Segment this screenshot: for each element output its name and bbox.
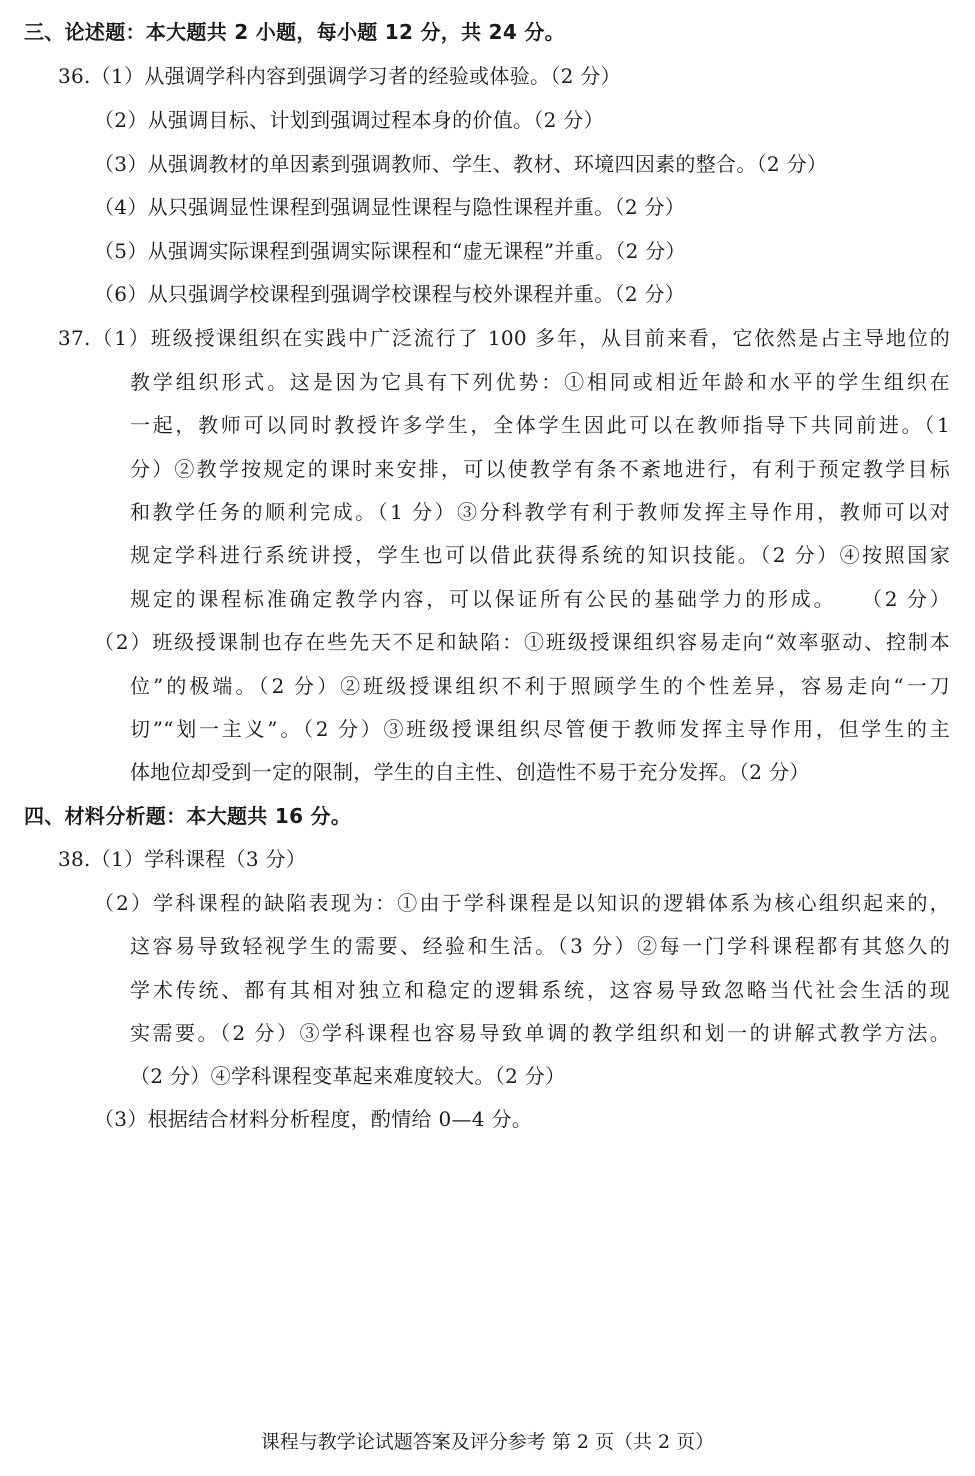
section-4-heading: 四、材料分析题：本大题共 16 分。 [24,804,352,828]
q38-part3: （3）根据结合材料分析程度，酌情给 0—4 分。 [94,1107,533,1131]
q37-part2-line-3: 切”“划一主义”。（2 分）③班级授课组织尽管便于教师发挥主导作用，但学生的主 [130,717,950,741]
q37-part1-line-4: 分）②教学按规定的课时来安排，可以使教学有条不紊地进行，有利于预定教学目标 [130,457,950,481]
q37-part2-line-2: 位”的极端。（2 分）②班级授课组织不利于照顾学生的个性差异，容易走向“一刀 [130,674,950,698]
q37-part1-line-2: 教学组织形式。这是因为它具有下列优势：①相同或相近年龄和水平的学生组织在 [130,370,950,394]
q36-item-1: 36.（1）从强调学科内容到强调学习者的经验或体验。（2 分） [58,64,621,88]
q37-part1-line-7: 规定的课程标准确定教学内容，可以保证所有公民的基础学力的形成。 （2 分） [130,587,950,611]
q38-part2-line-4: 实需要。（2 分）③学科课程也容易导致单调的教学组织和划一的讲解式教学方法。 [130,1021,950,1045]
q36-item-4: （4）从只强调显性课程到强调显性课程与隐性课程并重。（2 分） [94,195,686,219]
q37-part2-line-4: 体地位却受到一定的限制，学生的自主性、创造性不易于充分发挥。（2 分） [130,760,810,784]
q38-part2-line-1: （2）学科课程的缺陷表现为：①由于学科课程是以知识的逻辑体系为核心组织起来的， [94,891,950,915]
q36-item-5: （5）从强调实际课程到强调实际课程和“虚无课程”并重。（2 分） [94,239,686,263]
page-footer: 课程与教学论试题答案及评分参考 第 2 页（共 2 页） [260,1431,715,1453]
q38-part2-line-3: 学术传统、都有其相对独立和稳定的逻辑系统，这容易导致忽略当代社会生活的现 [130,978,950,1002]
section-3-heading: 三、论述题：本大题共 2 小题，每小题 12 分，共 24 分。 [24,20,565,44]
q37-part1-line-3: 一起，教师可以同时教授许多学生，全体学生因此可以在教师指导下共同前进。（1 [130,413,950,437]
q37-part1-line-5: 和教学任务的顺利完成。（1 分）③分科教学有利于教师发挥主导作用，教师可以对 [130,500,950,524]
q37-part2-line-1: （2）班级授课制也存在些先天不足和缺陷：①班级授课组织容易走向“效率驱动、控制本 [94,630,950,654]
q38-part2-line-2: 这容易导致轻视学生的需要、经验和生活。（3 分）②每一门学科课程都有其悠久的 [130,934,950,958]
q37-part1-line-6: 规定学科进行系统讲授，学生也可以借此获得系统的知识技能。（2 分）④按照国家 [130,543,950,567]
q36-item-2: （2）从强调目标、计划到强调过程本身的价值。（2 分） [94,108,604,132]
q36-item-6: （6）从只强调学校课程到强调学校课程与校外课程并重。（2 分） [94,282,686,306]
q37-part1-line-1: 37.（1）班级授课组织在实践中广泛流行了 100 多年，从目前来看，它依然是占主导地位的 [58,326,950,350]
q36-item-3: （3）从强调教材的单因素到强调教师、学生、教材、环境四因素的整合。（2 分） [94,152,828,176]
q38-part1: 38.（1）学科课程（3 分） [58,847,307,871]
q38-part2-line-5: （2 分）④学科课程变革起来难度较大。（2 分） [130,1064,566,1088]
